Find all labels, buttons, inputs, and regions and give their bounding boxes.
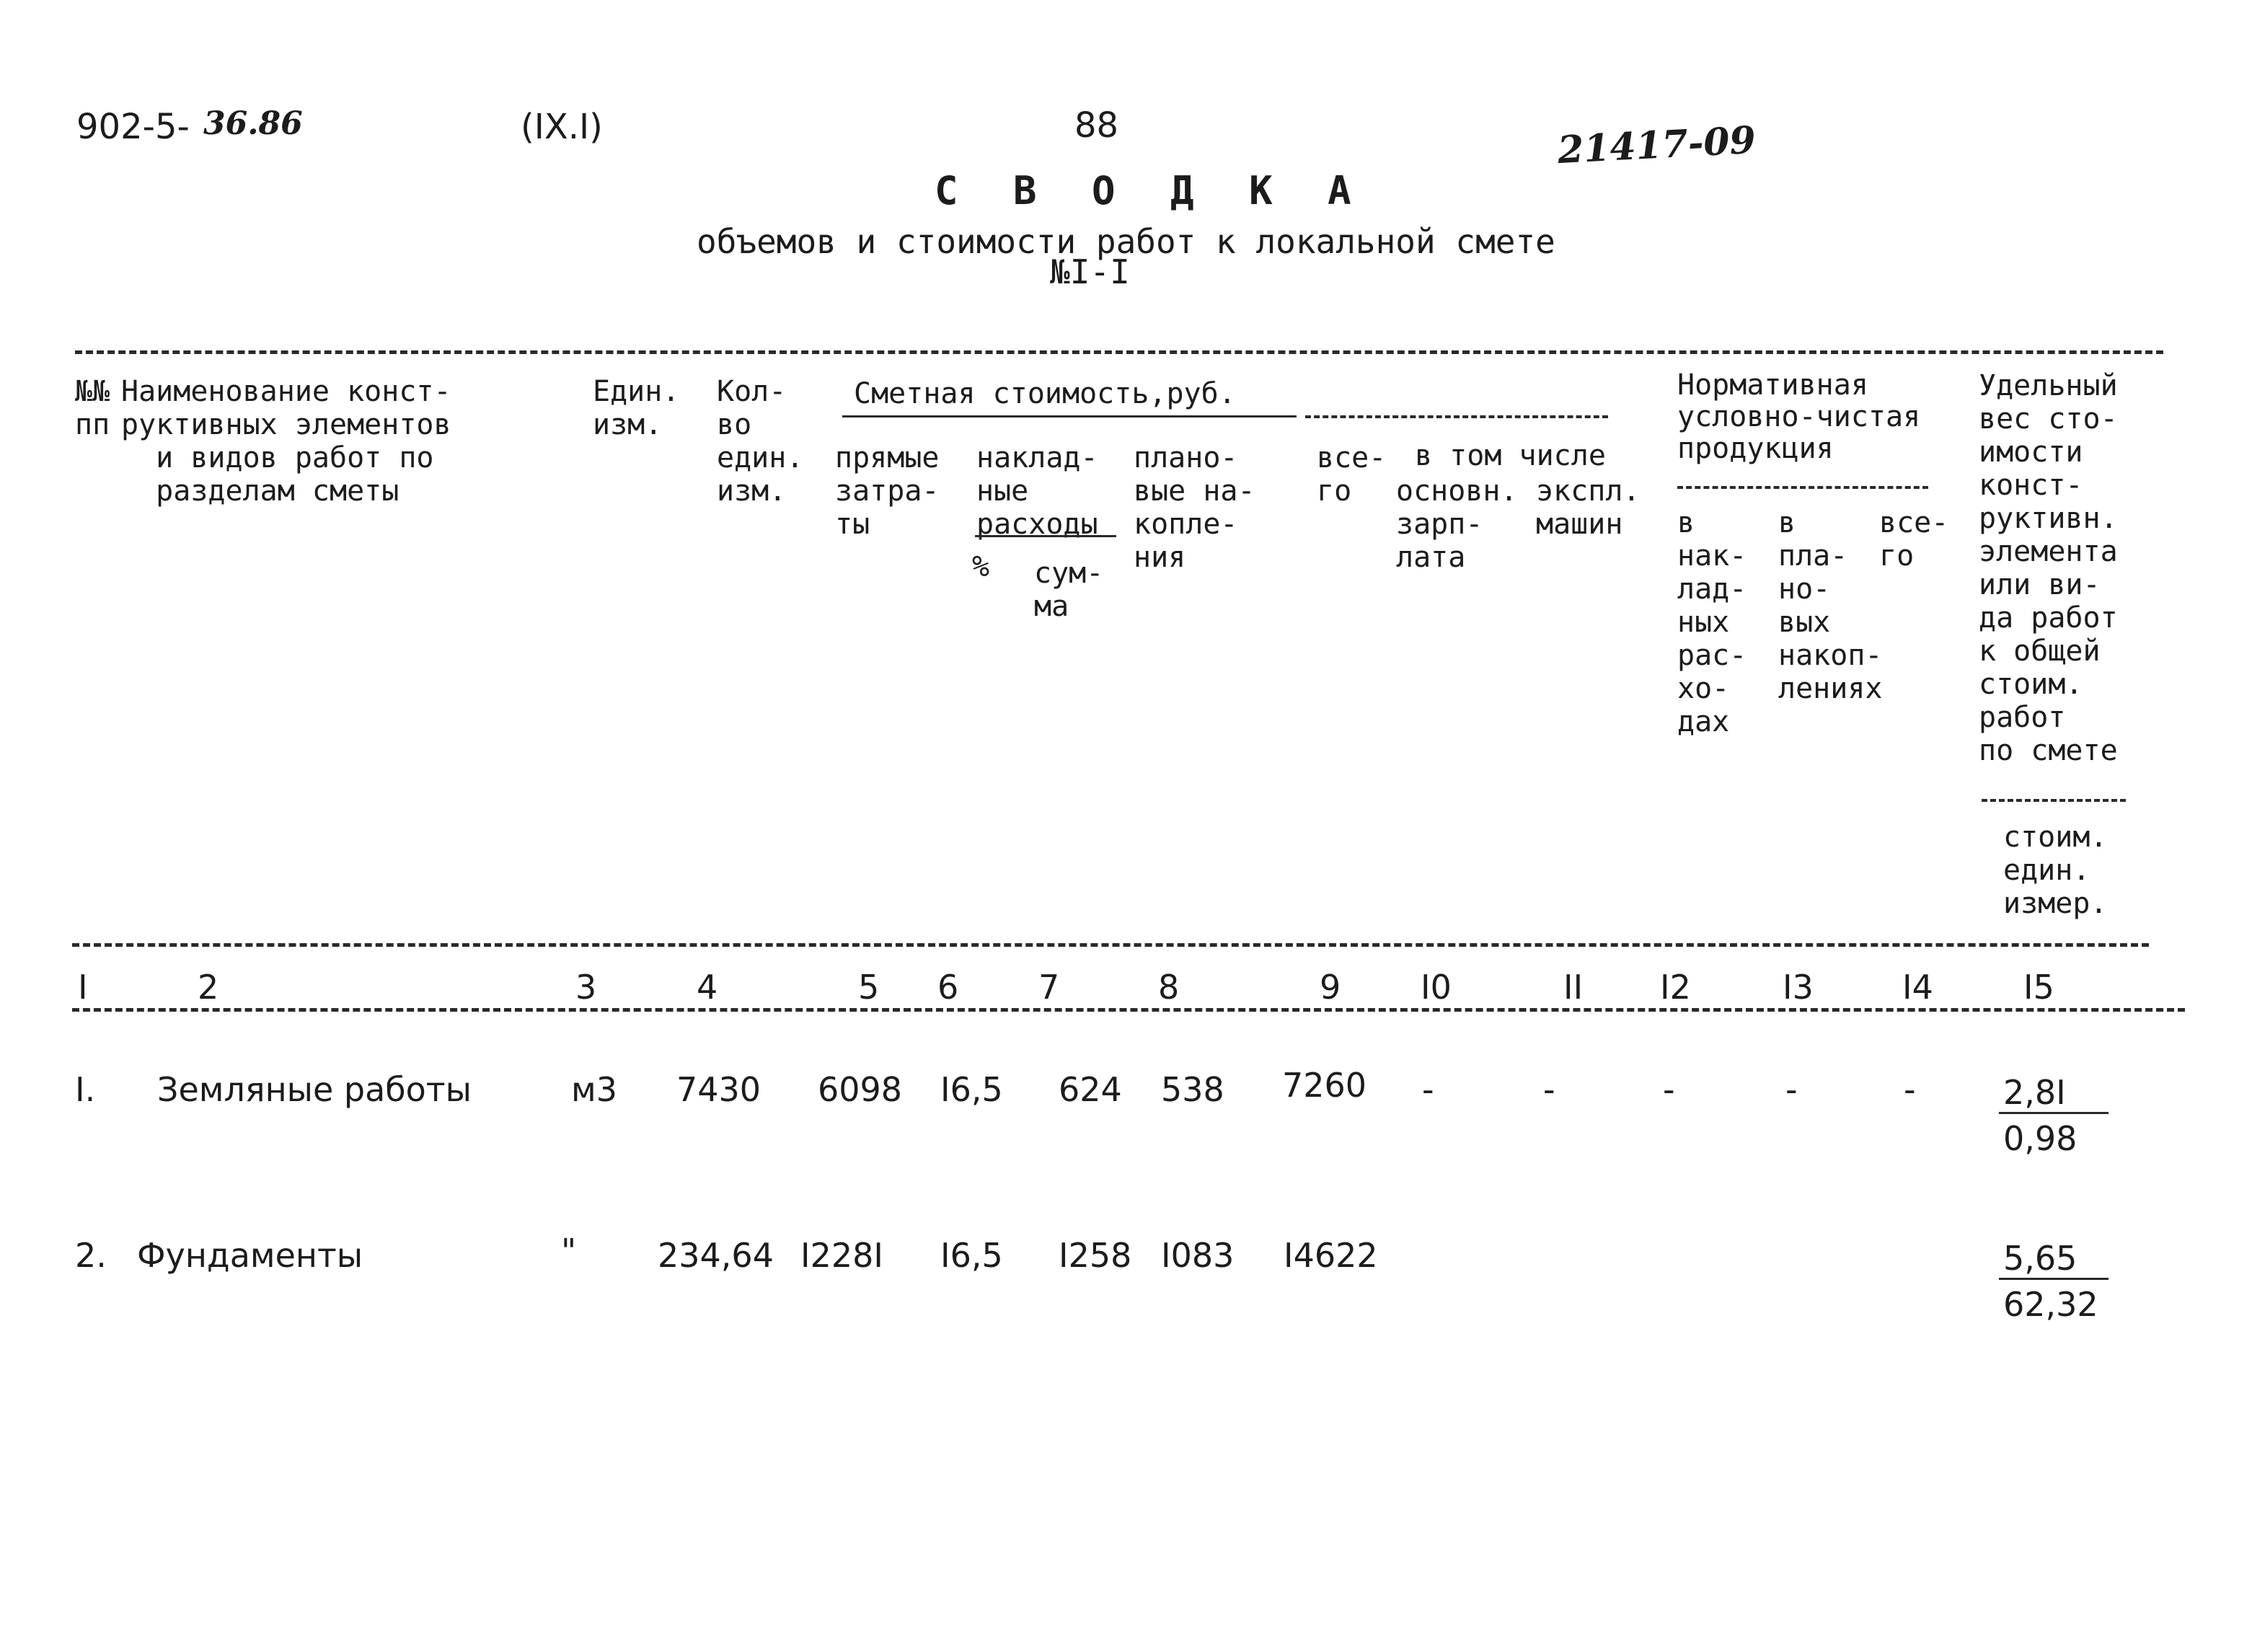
row1-norm-planned: - [1785, 1070, 1798, 1109]
row1-quantity: 7430 [676, 1070, 761, 1109]
cost-group-underline [842, 415, 1297, 418]
row2-overhead-pct: I6,5 [940, 1236, 1003, 1275]
col-header-quantity: Кол- во един. изм. [717, 375, 804, 508]
row1-machine-operation: - [1543, 1070, 1555, 1109]
document-code-prefix: 902-5- [76, 107, 190, 147]
col-number-9: 9 [1320, 968, 1341, 1007]
row1-overhead-pct: I6,5 [940, 1070, 1003, 1109]
col-number-15: I5 [2023, 968, 2054, 1007]
col-number-6: 6 [937, 968, 959, 1007]
row2-direct-costs: I228I [800, 1236, 883, 1275]
row1-total: 7260 [1282, 1066, 1367, 1105]
col-number-10: I0 [1421, 968, 1452, 1007]
row1-share: 2,8I [2003, 1073, 2066, 1112]
col-group-normative-product: Нормативная условно-чистая продукция [1677, 368, 1921, 465]
row2-unit-cost: 62,32 [2003, 1285, 2098, 1324]
share-divider [1982, 799, 2126, 802]
row1-unit-cost: 0,98 [2003, 1119, 2077, 1158]
row1-number: I. [75, 1070, 96, 1109]
archive-number: 21417-09 [1556, 118, 1757, 173]
row2-total: I4622 [1284, 1236, 1378, 1275]
col-header-norm-total: все- го [1879, 506, 1949, 573]
col-group-estimated-cost: Сметная стоимость,руб. [854, 377, 1236, 410]
section-code: (IX.I) [521, 107, 603, 147]
col-number-12: I2 [1660, 968, 1691, 1007]
row2-unit: " [561, 1232, 577, 1271]
col-header-name: Наименование конст- руктивных элементов и видов работ по разделам сметы [121, 375, 451, 508]
row1-norm-total: - [1904, 1070, 1916, 1109]
col-header-share: Удельный вес сто- имости конст- руктивн. элемента или ви- да работ к общей стоим. работ по смете [1979, 369, 2118, 767]
page-number: 88 [1074, 105, 1119, 146]
col-number-11: II [1563, 968, 1584, 1007]
table-top-rule [75, 350, 2163, 354]
document-subtitle: объемов и стоимости работ к локальной смете [697, 222, 1555, 261]
header-bottom-rule [72, 943, 2149, 947]
col-header-unit-cost: стоим. един. измер. [2003, 821, 2108, 920]
cost-group-dash [1305, 415, 1608, 418]
row2-number: 2. [75, 1236, 107, 1275]
row1-unit: м3 [571, 1070, 617, 1109]
col-number-4: 4 [697, 968, 718, 1007]
col-number-3: 3 [575, 968, 597, 1007]
col-header-number: №№ пп [75, 375, 110, 441]
row1-base-salary: - [1422, 1070, 1434, 1109]
col-header-norm-overhead: в нак- лад- ных рас- хо- дах [1677, 506, 1747, 738]
normative-group-dash [1677, 486, 1928, 489]
col-number-8: 8 [1158, 968, 1180, 1007]
col-header-direct-costs: прямые затра- ты [835, 441, 940, 541]
col-number-5: 5 [858, 968, 880, 1007]
estimate-number: №I-I [1050, 252, 1130, 291]
document-title: С В О Д К А [935, 168, 1367, 213]
col-header-total: все- го [1317, 441, 1387, 508]
col-header-overhead: наклад- ные расходы [976, 441, 1098, 541]
col-header-planned-savings: плано- вые на- копле- ния [1134, 441, 1255, 574]
col-header-norm-planned: в пла- но- вых накоп- лениях [1778, 506, 1883, 705]
col-header-overhead-sum: сум- ма [1034, 557, 1104, 623]
row2-name: Фундаменты [137, 1236, 363, 1275]
col-number-2: 2 [198, 968, 219, 1007]
overhead-underline [975, 535, 1116, 537]
row2-fraction-bar [1999, 1278, 2109, 1280]
row1-fraction-bar [1999, 1112, 2109, 1114]
row2-share: 5,65 [2003, 1239, 2077, 1278]
col-header-unit: Един. изм. [593, 375, 680, 441]
col-number-7: 7 [1038, 968, 1060, 1007]
col-header-base-salary: основн. зарп- лата [1396, 474, 1518, 574]
col-number-13: I3 [1783, 968, 1814, 1007]
row1-norm-overhead: - [1663, 1070, 1675, 1109]
col-number-1: I [78, 968, 88, 1007]
col-group-including: в том числе [1415, 439, 1606, 472]
row2-planned-savings: I083 [1161, 1236, 1235, 1275]
row2-quantity: 234,64 [658, 1236, 774, 1275]
row1-planned-savings: 538 [1161, 1070, 1224, 1109]
column-numbers-rule [72, 1008, 2185, 1012]
document-code-handwritten: 36.86 [203, 105, 303, 142]
col-header-machine-operation: экспл. машин [1536, 474, 1641, 541]
row2-overhead-sum: I258 [1059, 1236, 1132, 1275]
row1-name: Земляные работы [157, 1070, 472, 1109]
row1-direct-costs: 6098 [818, 1070, 903, 1109]
col-header-overhead-pct: % [972, 550, 990, 583]
col-number-14: I4 [1902, 968, 1933, 1007]
row1-overhead-sum: 624 [1059, 1070, 1122, 1109]
